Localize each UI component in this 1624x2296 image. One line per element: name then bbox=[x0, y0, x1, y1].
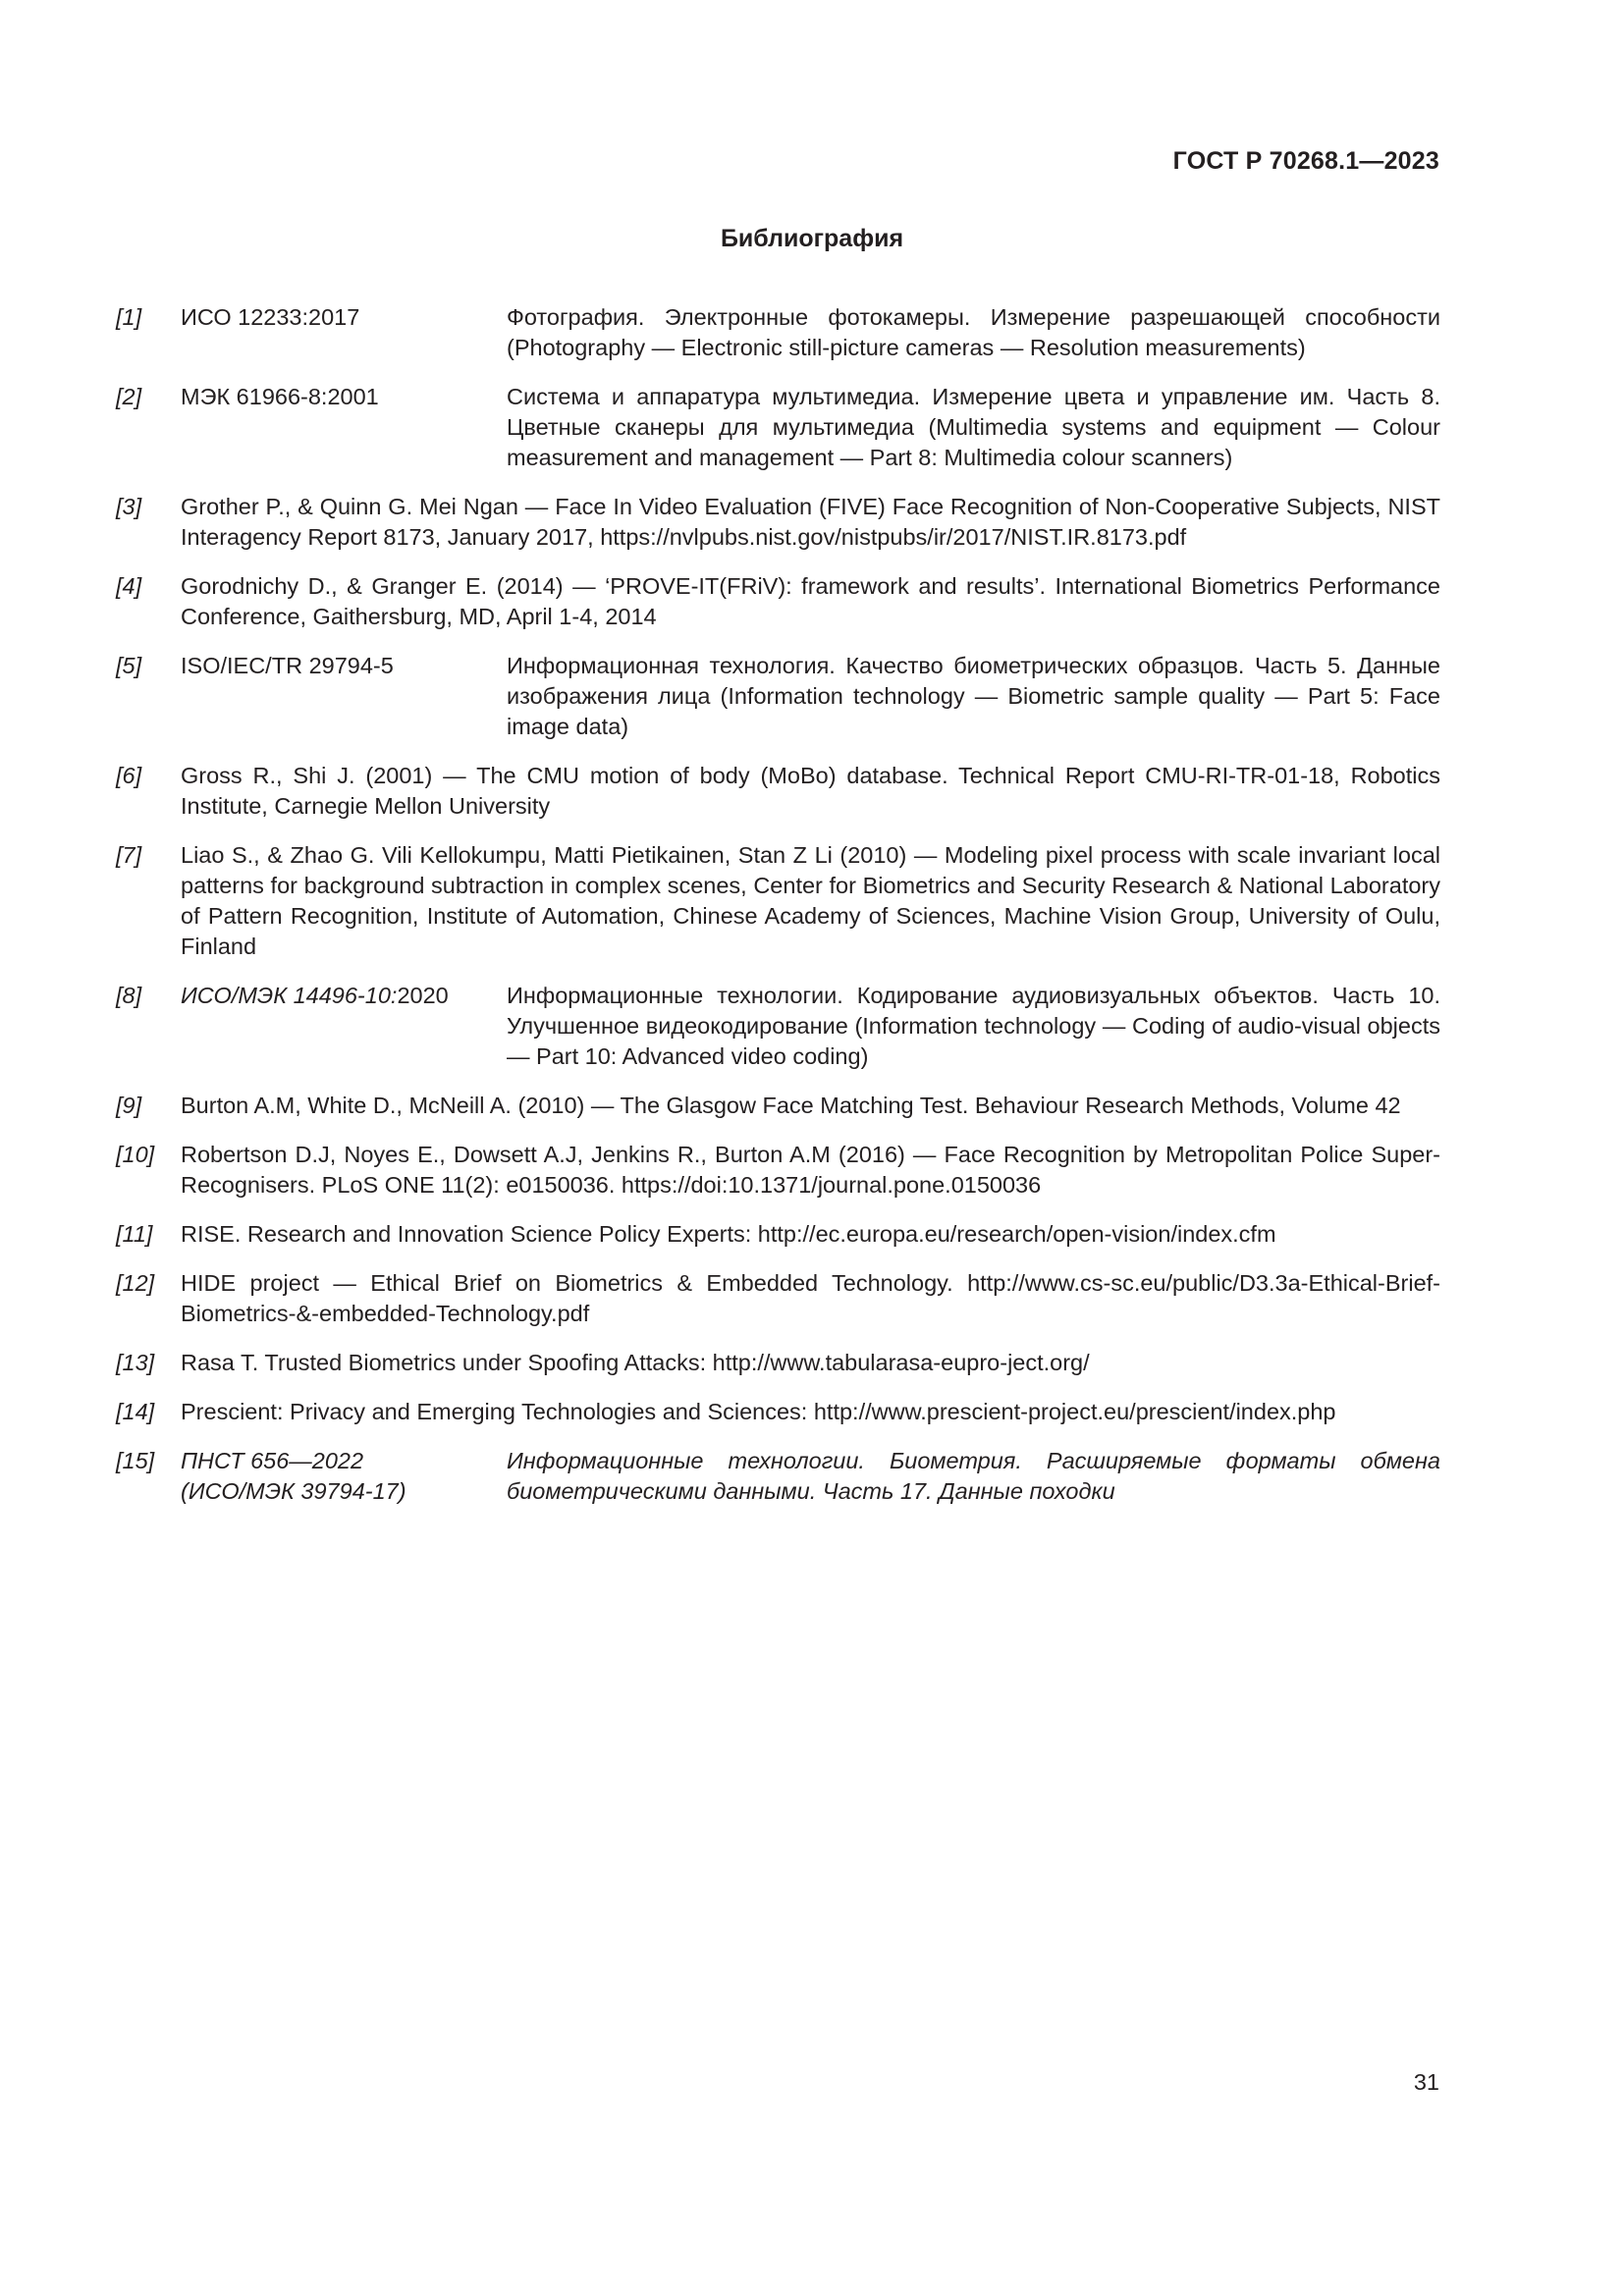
entry-description: Информационные технологии. Кодирование аудиовизуальных объектов. Часть 10. Улучшенное видеокодирование (Information technology — Coding of audio-visual objects — Part 10: Advanced video coding) bbox=[507, 983, 1440, 1069]
entry-number: [2] bbox=[116, 384, 142, 409]
entry-reference: МЭК 61966-8:2001 bbox=[181, 384, 379, 409]
entry-text: Robertson D.J, Noyes E., Dowsett A.J, Jenkins R., Burton A.M (2016) — Face Recognition by Metropolitan Police Super-Recognisers. PLoS ONE 11(2): e0150036. https://doi:10.1371/journal.pone.0150036 bbox=[181, 1142, 1440, 1198]
entry-number: [12] bbox=[116, 1270, 155, 1296]
bibliography-entry-1 bbox=[116, 302, 1440, 363]
entry-number: [13] bbox=[116, 1350, 155, 1375]
entry-description: Информационная технология. Качество биометрических образцов. Часть 5. Данные изображения лица (Information technology — Biometric sample quality — Part 5: Face image data) bbox=[507, 653, 1440, 739]
bibliography-entry-13 bbox=[116, 1348, 1440, 1378]
bibliography-entry-11 bbox=[116, 1219, 1440, 1250]
entry-number: [4] bbox=[116, 573, 142, 599]
bibliography-entry-7 bbox=[116, 840, 1440, 962]
entry-description: Фотография. Электронные фотокамеры. Измерение разрешающей способности (Photography — Electronic still-picture cameras — Resolution measurements) bbox=[507, 304, 1440, 360]
bibliography-entry-2 bbox=[116, 382, 1440, 473]
entry-number: [6] bbox=[116, 763, 142, 788]
entry-text: Gross R., Shi J. (2001) — The CMU motion of body (MoBo) database. Technical Report CMU-RI-TR-01-18, Robotics Institute, Carnegie Mellon University bbox=[181, 763, 1440, 819]
section-title: Библиография bbox=[720, 225, 904, 252]
entry-text: HIDE project — Ethical Brief on Biometrics & Embedded Technology. http://www.cs-sc.eu/public/D3.3a-Ethical-Brief-Biometrics-&-embedded-Technology.pdf bbox=[181, 1270, 1440, 1326]
bibliography-entry-4 bbox=[116, 571, 1440, 632]
entry-number: [5] bbox=[116, 653, 142, 678]
entry-description: Информационные технологии. Биометрия. Расширяемые форматы обмена биометрическими данными. Часть 17. Данные походки bbox=[507, 1448, 1440, 1504]
document-code-header: ГОСТ Р 70268.1—2023 bbox=[1172, 147, 1439, 175]
entry-reference bbox=[181, 1446, 507, 1507]
bibliography-entry-9 bbox=[116, 1091, 1440, 1121]
entry-text: Prescient: Privacy and Emerging Technologies and Sciences: http://www.prescient-project.eu/prescient/index.php bbox=[181, 1399, 1336, 1424]
bibliography-entry-10 bbox=[116, 1140, 1440, 1201]
entry-reference-year: 2020 bbox=[397, 983, 449, 1008]
bibliography-entry-6 bbox=[116, 761, 1440, 822]
entry-number: [11] bbox=[116, 1221, 153, 1247]
entry-reference-line-1: ПНСТ 656—2022 bbox=[181, 1448, 364, 1473]
bibliography-entry-8 bbox=[116, 981, 1440, 1072]
entry-text: Liao S., & Zhao G. Vili Kellokumpu, Matti Pietikainen, Stan Z Li (2010) — Modeling pixel process with scale invariant local patterns for background subtraction in complex scenes, Center for Biometrics and Security Research & National Laboratory of Pattern Recognition, Institute of Automation, Chinese Academy of Sciences, Machine Vision Group, University of Oulu, Finland bbox=[181, 842, 1440, 959]
entry-number: [14] bbox=[116, 1399, 155, 1424]
entry-text: Burton A.M, White D., McNeill A. (2010) — The Glasgow Face Matching Test. Behaviour Research Methods, Volume 42 bbox=[181, 1093, 1401, 1118]
entry-description: Система и аппаратура мультимедиа. Измерение цвета и управление им. Часть 8. Цветные сканеры для мультимедиа (Multimedia systems and equipment — Colour measurement and management — Part 8: Multimedia colour scanners) bbox=[507, 384, 1440, 470]
entry-number: [8] bbox=[116, 983, 142, 1008]
bibliography-list bbox=[116, 302, 1440, 1525]
entry-text: Gorodnichy D., & Granger E. (2014) — ‘PROVE-IT(FRiV): framework and results’. International Biometrics Performance Conference, Gaithersburg, MD, April 1-4, 2014 bbox=[181, 573, 1440, 629]
entry-number: [10] bbox=[116, 1142, 155, 1167]
bibliography-entry-15 bbox=[116, 1446, 1440, 1507]
entry-number: [9] bbox=[116, 1093, 142, 1118]
page-number: 31 bbox=[1413, 2069, 1439, 2095]
entry-reference-line-2: (ИСО/МЭК 39794-17) bbox=[181, 1478, 406, 1504]
bibliography-entry-5 bbox=[116, 651, 1440, 742]
entry-text: Rasa T. Trusted Biometrics under Spoofing Attacks: http://www.tabularasa-eupro-ject.org/ bbox=[181, 1350, 1090, 1375]
entry-number: [15] bbox=[116, 1448, 155, 1473]
entry-text: Grother P., & Quinn G. Mei Ngan — Face In Video Evaluation (FIVE) Face Recognition of Non-Cooperative Subjects, NIST Interagency Report 8173, January 2017, https://nvlpubs.nist.gov/nistpubs/ir/2017/NIST.IR.8173.pdf bbox=[181, 494, 1440, 550]
entry-reference: ИСО 12233:2017 bbox=[181, 304, 360, 330]
entry-reference: ISO/IEC/TR 29794-5 bbox=[181, 653, 394, 678]
entry-text: RISE. Research and Innovation Science Policy Experts: http://ec.europa.eu/research/open-vision/index.cfm bbox=[181, 1221, 1276, 1247]
entry-number: [1] bbox=[116, 304, 142, 330]
entry-reference-italic: ИСО/МЭК 14496-10: bbox=[181, 983, 398, 1008]
entry-number: [3] bbox=[116, 494, 142, 519]
bibliography-entry-14 bbox=[116, 1397, 1440, 1427]
bibliography-entry-3 bbox=[116, 492, 1440, 553]
entry-reference bbox=[181, 981, 507, 1072]
bibliography-entry-12 bbox=[116, 1268, 1440, 1329]
entry-number: [7] bbox=[116, 842, 142, 868]
